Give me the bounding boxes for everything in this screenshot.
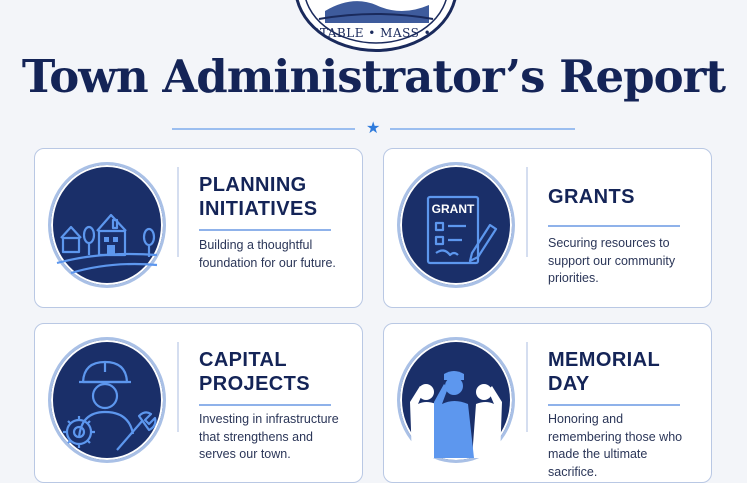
- card-description: Building a thoughtful foundation for our future.: [199, 238, 336, 270]
- card-grants[interactable]: [383, 148, 712, 308]
- card-separator: [177, 167, 179, 257]
- card-description: Securing resources to support our community priorities.: [548, 236, 676, 285]
- town-seal: [294, 0, 458, 52]
- card-memorial-day[interactable]: [383, 323, 712, 483]
- divider-line-right: [390, 128, 575, 130]
- house-landscape-icon: [48, 162, 166, 288]
- card-description: Investing in infrastructure that strengthens and serves our town.: [199, 412, 339, 461]
- card-planning-initiatives[interactable]: [34, 148, 363, 308]
- divider-line-left: [172, 128, 355, 130]
- seal-text: NSTABLE • MASS • 16: [300, 26, 452, 40]
- card-title: GRANTS: [548, 186, 635, 208]
- card-separator: [177, 342, 179, 432]
- seal-emblem-icon: [297, 0, 455, 49]
- card-capital-projects[interactable]: [34, 323, 363, 483]
- card-separator: [526, 167, 528, 257]
- card-rule: [199, 229, 331, 231]
- card-separator: [526, 342, 528, 432]
- card-rule: [548, 225, 680, 227]
- star-icon: ★: [366, 118, 381, 137]
- card-rule: [199, 404, 331, 406]
- card-title: PLANNING INITIATIVES: [199, 174, 318, 220]
- card-rule: [548, 404, 680, 406]
- card-description: Honoring and remembering those who made the ultimate sacrifice.: [548, 412, 683, 479]
- grant-document-icon: [397, 162, 515, 288]
- card-title: MEMORIAL DAY: [548, 349, 660, 395]
- worker-gear-wrench-icon: [48, 337, 166, 463]
- grant-icon-label: GRANT: [431, 202, 475, 216]
- saluting-soldiers-icon: [397, 337, 515, 463]
- card-title: CAPITAL PROJECTS: [199, 349, 311, 395]
- page-title: Town Administrator’s Report: [21, 50, 726, 103]
